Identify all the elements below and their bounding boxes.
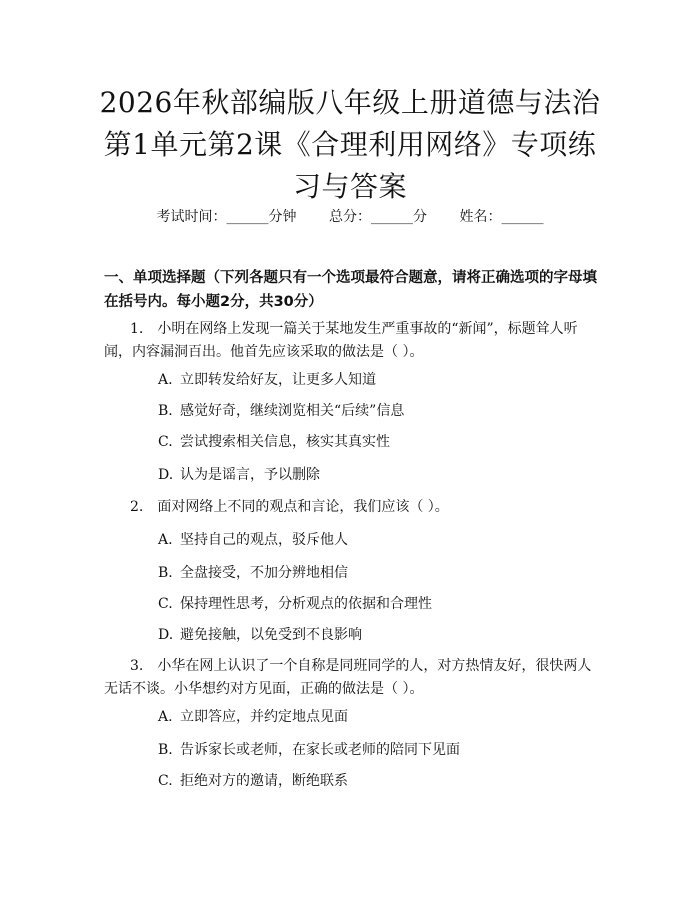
option-1a bbox=[158, 370, 598, 390]
option-2b bbox=[158, 563, 598, 583]
option-text: 保持理性思考，分析观点的依据和合理性 bbox=[180, 596, 432, 612]
option-2c bbox=[158, 594, 598, 614]
option-letter: D. bbox=[158, 467, 174, 483]
option-letter: A. bbox=[158, 372, 173, 388]
option-text: 避免接触，以免受到不良影响 bbox=[180, 627, 362, 643]
exam-meta bbox=[0, 206, 700, 226]
option-1d bbox=[158, 465, 598, 485]
question-3 bbox=[104, 655, 600, 701]
question-text: 小华在网上认识了一个自称是同班同学的人，对方热情友好，很快两人无话不谈。小华想约对方见面，正确的做法是（ ）。 bbox=[104, 658, 592, 697]
option-3b bbox=[158, 740, 598, 760]
document-title: 2026年秋部编版八年级上册道德与法治第1单元第2课《合理利用网络》专项练习与答案 bbox=[99, 86, 601, 203]
exam-score: 总分：______分 bbox=[329, 209, 427, 225]
question-text: 小明在网络上发现一篇关于某地发生严重事故的“新闻”，标题耸人听闻，内容漏洞百出。他首先应该采取的做法是（ ）。 bbox=[104, 321, 578, 360]
question-text: 面对网络上不同的观点和言论，我们应该（ ）。 bbox=[157, 499, 449, 515]
question-number: 3. bbox=[130, 658, 144, 674]
option-text: 告诉家长或老师，在家长或老师的陪同下见面 bbox=[180, 742, 460, 758]
option-text: 坚持自己的观点，驳斥他人 bbox=[180, 532, 348, 548]
option-1c bbox=[158, 432, 598, 452]
option-3a bbox=[158, 707, 598, 727]
option-letter: C. bbox=[158, 434, 173, 450]
option-letter: D. bbox=[158, 627, 174, 643]
option-letter: C. bbox=[158, 596, 173, 612]
option-1b bbox=[158, 401, 598, 421]
student-name: 姓名：______ bbox=[459, 209, 544, 225]
option-letter: B. bbox=[158, 742, 173, 758]
option-text: 全盘接受，不加分辨地相信 bbox=[180, 565, 348, 581]
option-3c bbox=[158, 771, 598, 791]
option-2a bbox=[158, 530, 598, 550]
option-2d bbox=[158, 625, 598, 645]
question-1 bbox=[104, 318, 600, 364]
exam-time: 考试时间：______分钟 bbox=[156, 209, 297, 225]
option-text: 拒绝对方的邀请，断绝联系 bbox=[180, 773, 348, 789]
option-text: 尝试搜索相关信息，核实其真实性 bbox=[180, 434, 390, 450]
section-heading: 一、单项选择题（下列各题只有一个选项最符合题意，请将正确选项的字母填在括号内。每小题2分，共30分） bbox=[104, 270, 597, 310]
option-text: 立即答应，并约定地点见面 bbox=[180, 709, 348, 725]
option-text: 认为是谣言，予以删除 bbox=[180, 467, 320, 483]
option-letter: B. bbox=[158, 403, 173, 419]
option-letter: B. bbox=[158, 565, 173, 581]
option-text: 感觉好奇，继续浏览相关“后续”信息 bbox=[180, 403, 405, 419]
question-2 bbox=[104, 496, 600, 519]
option-letter: A. bbox=[158, 532, 173, 548]
option-letter: C. bbox=[158, 773, 173, 789]
option-letter: A. bbox=[158, 709, 173, 725]
question-number: 2. bbox=[130, 499, 144, 515]
question-number: 1. bbox=[130, 321, 144, 337]
option-text: 立即转发给好友，让更多人知道 bbox=[180, 372, 376, 388]
